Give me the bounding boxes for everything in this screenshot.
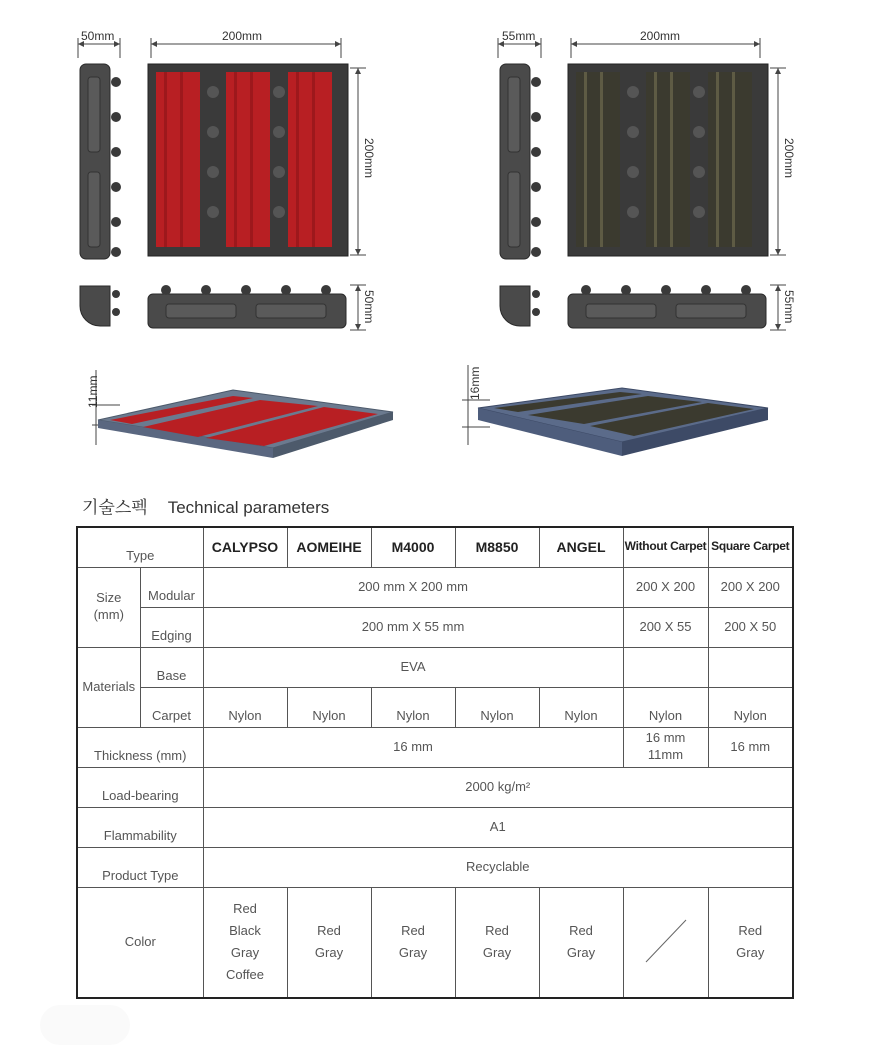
carpet-material-without-carpet: Nylon [623,687,708,727]
carpet-material-calypso: Nylon [203,687,287,727]
thickness-without-carpet-line1: 16 mm [645,730,686,746]
left-thickness-label: 11mm [86,375,100,408]
section-title-english: Technical parameters [167,498,330,517]
color-calypso-3: Gray [230,945,260,961]
col-header-without-carpet: Without Carpet [623,527,708,567]
color-without-carpet [623,887,708,998]
col-header-angel: ANGEL [539,527,623,567]
background-blob [40,1005,130,1045]
carpet-material-angel: Nylon [539,687,623,727]
thickness-square-carpet: 16 mm [708,727,793,767]
right-tile-height-label: 200mm [782,138,796,179]
load-bearing-row [77,767,793,807]
thickness-value: 16 mm [203,727,623,767]
modular-size-square-carpet: 200 X 200 [708,567,793,607]
color-m4000-1: Red [401,923,425,939]
product-type-value: Recyclable [203,847,793,887]
materials-label: Materials [77,647,140,727]
color-m4000 [371,887,455,998]
header-row [77,527,793,567]
edging-size-square-carpet: 200 X 50 [708,607,793,647]
load-bearing-label: Load-bearing [77,767,203,807]
carpet-material-square-carpet: Nylon [708,687,793,727]
color-calypso [203,887,287,998]
color-square-carpet [708,887,793,998]
color-label: Color [77,887,203,998]
load-bearing-value: 2000 kg/m² [203,767,793,807]
edging-size-value: 200 mm X 55 mm [203,607,623,647]
col-header-m8850: M8850 [455,527,539,567]
base-material-without-carpet [623,647,708,687]
base-label: Base [140,647,203,687]
modular-label: Modular [140,567,203,607]
flammability-value: A1 [203,807,793,847]
thickness-row [77,727,793,767]
color-m4000-2: Gray [398,945,428,961]
size-modular-row [77,567,793,607]
color-row [77,887,793,998]
color-calypso-1: Red [233,901,257,917]
right-edge-strip-image [496,62,546,262]
left-tile-height-label: 200mm [362,138,376,179]
product-type-label: Product Type [77,847,203,887]
size-label: Size (mm) [77,567,140,647]
carpet-material-m4000: Nylon [371,687,455,727]
edging-label: Edging [140,607,203,647]
carpet-label: Carpet [140,687,203,727]
slash-icon [624,910,708,970]
size-edging-row [77,607,793,647]
color-m8850-2: Gray [482,945,512,961]
color-aomeihe-1: Red [317,923,341,939]
type-label: Type [77,527,203,567]
materials-carpet-row [77,687,793,727]
modular-size-value: 200 mm X 200 mm [203,567,623,607]
carpet-material-m8850: Nylon [455,687,539,727]
color-square-carpet-2: Gray [736,945,765,961]
section-title [82,493,329,518]
base-material-square-carpet [708,647,793,687]
materials-base-row [77,647,793,687]
color-calypso-2: Black [229,923,261,939]
right-edge-height-label: 55mm [782,290,796,324]
color-m8850 [455,887,539,998]
color-aomeihe [287,887,371,998]
technical-parameters-table [76,526,794,999]
right-tile-width-label: 200mm [640,29,681,43]
right-perspective-tile-image [472,382,782,472]
color-calypso-4: Coffee [225,967,265,983]
col-header-m4000: M4000 [371,527,455,567]
flammability-row [77,807,793,847]
right-corner-piece-image [496,282,546,332]
thickness-without-carpet-line2: 11mm [647,747,684,762]
col-header-aomeihe: AOMEIHE [287,527,371,567]
right-horizontal-edge-image [566,282,771,332]
base-material-value: EVA [203,647,623,687]
carpet-material-aomeihe: Nylon [287,687,371,727]
left-edge-width-label: 50mm [81,29,115,43]
right-thickness-label: 16mm [468,366,482,400]
left-edge-height-label: 50mm [362,290,376,324]
product-type-row [77,847,793,887]
flammability-label: Flammability [77,807,203,847]
color-m8850-1: Red [485,923,509,939]
right-dark-tile-image [566,62,776,262]
thickness-label: Thickness (mm) [77,727,203,767]
modular-size-without-carpet: 200 X 200 [623,567,708,607]
color-angel [539,887,623,998]
col-header-square-carpet: Square Carpet [708,527,793,567]
edging-size-without-carpet: 200 X 55 [623,607,708,647]
left-tile-width-label: 200mm [222,29,263,43]
thickness-without-carpet [623,727,708,767]
color-square-carpet-1: Red [738,923,763,939]
col-header-calypso: CALYPSO [203,527,287,567]
section-title-korean: 기술스펙 [82,498,148,518]
color-angel-2: Gray [566,945,596,961]
right-edge-width-label: 55mm [502,29,536,43]
color-aomeihe-2: Gray [314,945,344,961]
color-angel-1: Red [569,923,593,939]
